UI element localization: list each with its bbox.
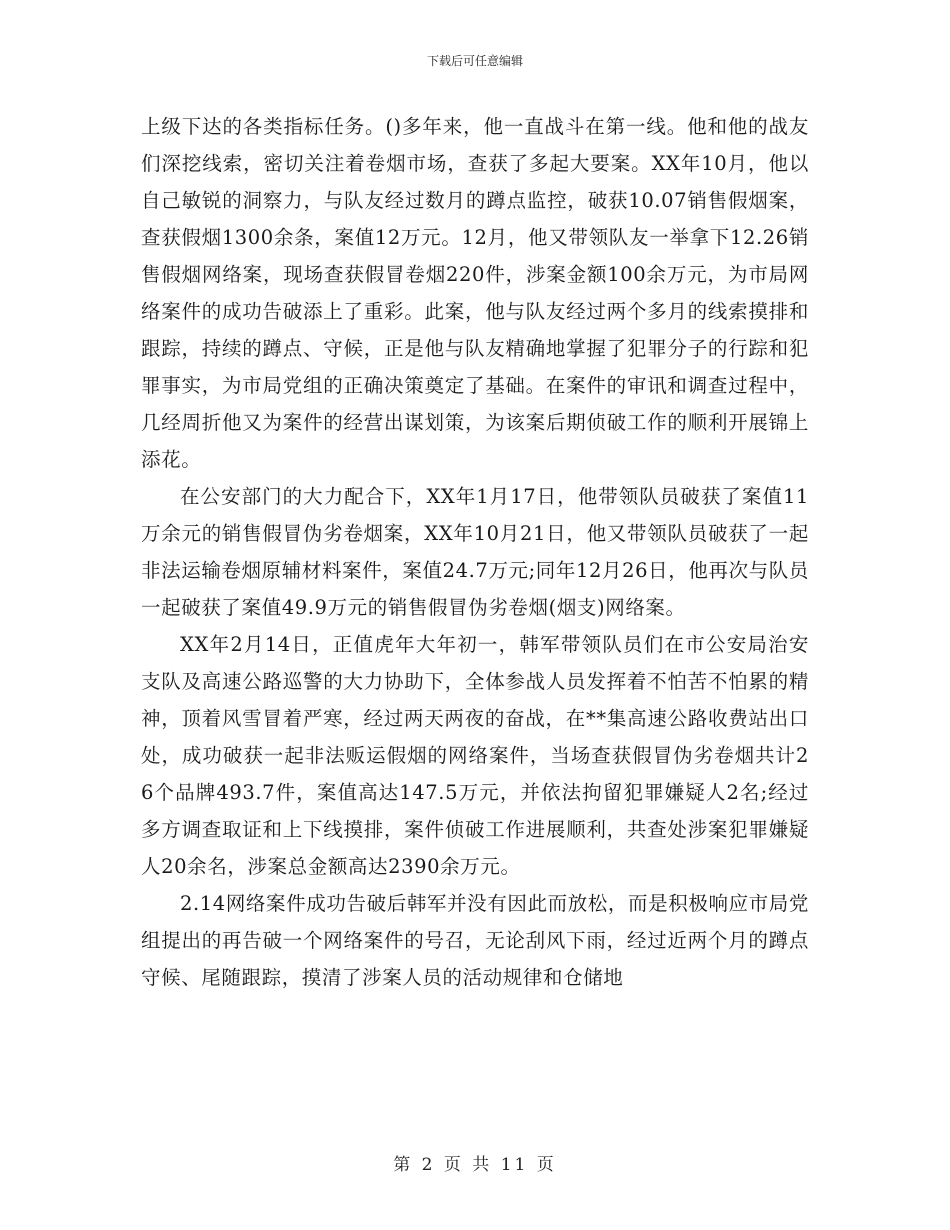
page-footer: 第 2 页 共 11 页 bbox=[393, 1155, 557, 1175]
paragraph-4: 2.14网络案件成功告破后韩军并没有因此而放松，而是积极响应市局党组提出的再告破一个网络案件的号召，无论刮风下雨，经过近两个月的蹲点守候、尾随跟踪，摸清了涉案人员的活动规律和仓储地 bbox=[141, 892, 809, 989]
document-body bbox=[141, 108, 809, 996]
paragraph-3: XX年2月14日，正值虎年大年初一，韩军带领队员们在市公安局治安支队及高速公路巡警的大力协助下，全体参战人员发挥着不怕苦不怕累的精神，顶着风雪冒着严寒，经过两天两夜的奋战，在**集高速公路收费站出口处，成功破获一起非法贩运假烟的网络案件，当场查获假冒伪劣卷烟共计26个品牌493.7件，案值高达147.5万元，并依法拘留犯罪嫌疑人2名;经过多方调查取证和上下线摸排，案件侦破工作进展顺利，共查处涉案犯罪嫌疑人20余名，涉案总金额高达2390余万元。 bbox=[141, 633, 809, 878]
paragraph-1: 上级下达的各类指标任务。()多年来，他一直战斗在第一线。他和他的战友们深挖线索，密切关注着卷烟市场，查获了多起大要案。XX年10月，他以自己敏锐的洞察力，与队友经过数月的蹲点监控，破获10.07销售假烟案，查获假烟1300余条，案值12万元。12月，他又带领队友一举拿下12.26销售假烟网络案，现场查获假冒卷烟220件，涉案金额100余万元，为市局网络案件的成功告破添上了重彩。此案，他与队友经过两个多月的线索摸排和跟踪，持续的蹲点、守候，正是他与队友精确地掌握了犯罪分子的行踪和犯罪事实，为市局党组的正确决策奠定了基础。在案件的审讯和调查过程中，几经周折他又为案件的经营出谋划策，为该案后期侦破工作的顺利开展锦上添花。 bbox=[141, 115, 809, 471]
paragraph-2: 在公安部门的大力配合下，XX年1月17日，他带领队员破获了案值11万余元的销售假冒伪劣卷烟案，XX年10月21日，他又带领队员破获了一起非法运输卷烟原辅材料案件，案值24.7万元;同年12月26日，他再次与队员一起破获了案值49.9万元的销售假冒伪劣卷烟(烟支)网络案。 bbox=[141, 485, 809, 619]
page-header: 下载后可任意编辑 bbox=[426, 54, 523, 68]
